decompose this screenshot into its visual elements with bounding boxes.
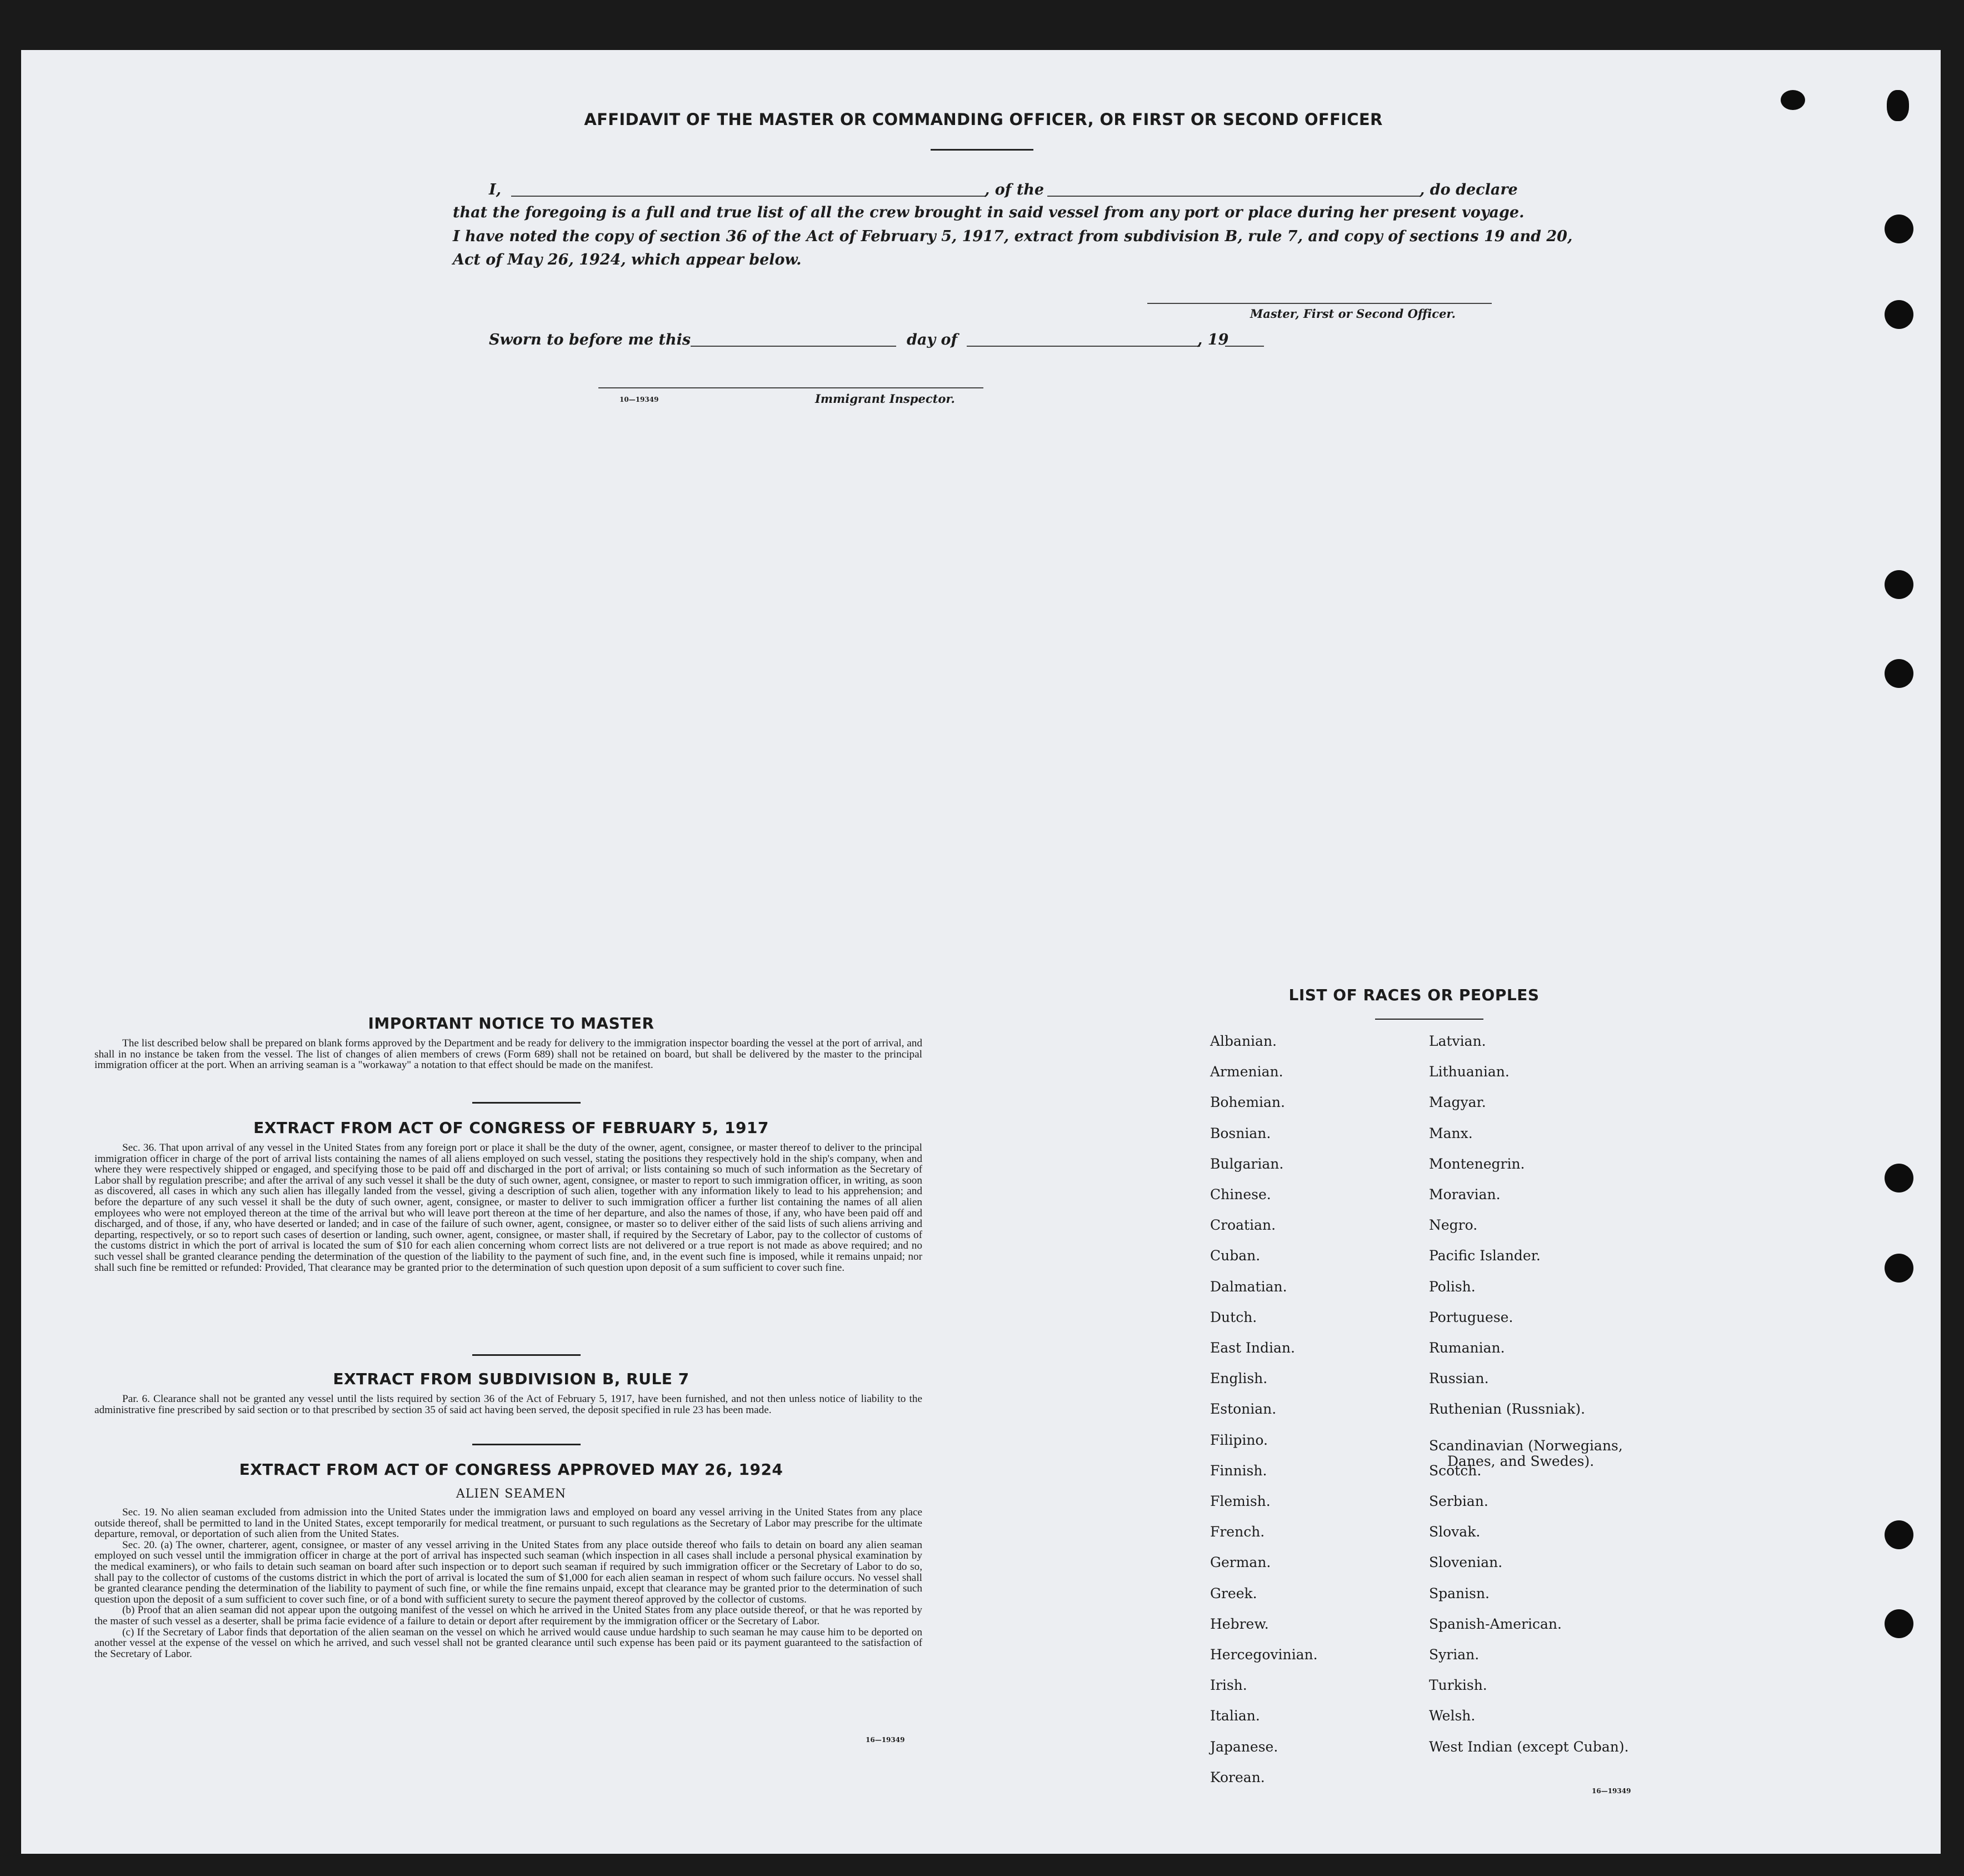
punch-hole [1885,1520,1913,1549]
vessel-name-field[interactable] [1047,196,1421,197]
divider [472,1102,581,1104]
extract-1917-text [94,1142,922,1273]
year-text: , 19 [1197,331,1229,348]
par-6-paragraph: Par. 6. Clearance shall not be granted any vessel until the lists required by section 36 of the Act of February 5, 1917, have been furnished, and not then unless notice of liability to the administrative fine prescribed by said section or to that prescribed by section 35 of said act having been served, the deposit specified in rule 23 has been made. [94,1393,922,1416]
race-item: Manx. [1429,1125,1473,1141]
race-item: Bohemian. [1210,1094,1285,1111]
race-item: Italian. [1210,1708,1260,1724]
extract-rule7-title: EXTRACT FROM SUBDIVISION B, RULE 7 [333,1370,689,1388]
race-item: Lithuanian. [1429,1064,1510,1080]
punch-hole [1885,1254,1913,1283]
race-item: Flemish. [1210,1493,1271,1509]
inspector-signature-field[interactable] [598,387,983,388]
extract-1917-title: EXTRACT FROM ACT OF CONGRESS OF FEBRUARY 5, 1917 [253,1119,769,1137]
affidavit-title: AFFIDAVIT OF THE MASTER OR COMMANDING OFFICER, OR FIRST OR SECOND OFFICER [584,110,1383,129]
race-item: Hercegovinian. [1210,1647,1318,1663]
punch-hole [1781,90,1805,110]
race-item: Albanian. [1210,1033,1277,1049]
race-item: Syrian. [1429,1647,1480,1663]
race-item: Slovak. [1429,1524,1481,1540]
race-item: French. [1210,1524,1265,1540]
affidavit-do-declare: , do declare [1420,181,1518,198]
punch-hole [1885,214,1913,243]
race-item: Latvian. [1429,1033,1486,1049]
race-item: Japanese. [1210,1738,1278,1755]
race-item: Spanisn. [1429,1585,1490,1601]
sec-36-paragraph: Sec. 36. That upon arrival of any vessel in the United States from any foreign port or place it shall be the duty of the owner, agent, consignee, or master thereof to deliver to the principal immigration officer in charge of the port of arrival lists containing the names of all aliens employed on such vessel, stating the positions they respectively hold in the ship's company, when and where they were respectively shipped or engaged, and specifying those to be paid off and discharged in the port of arrival; or lists containing so much of such information as the Secretary of Labor shall by regulation prescribe; and after the arrival of any such vessel it shall be the duty of such owner, agent, consignee, or master to report to such immigration officer, in writing, as soon as discovered, all cases in which any such alien has illegally landed from the vessel, giving a description of such alien, together with any information likely to lead to his apprehension; and before the departure of any such vessel it shall be the duty of such owner, agent, consignee, or master to deliver to such immigration officer a further list containing the names of all alien employees who were not employed thereon at the time of the arrival but who will leave port thereon at the time of her departure, and also the names of those, if any, who have been paid off and discharged, and of those, if any, who have deserted or landed; and in case of the failure of such owner, agent, consignee, or master so to deliver either of the said lists of such aliens arriving and departing, respectively, or so to report such cases of desertion or landing, such owner, agent, consignee, or master shall, if required by the Secretary of Labor, pay to the collector of customs of the customs district in which the port of arrival is located the sum of $10 for each alien concerning whom correct lists are not delivered or a true report is not made as above required; and no such vessel shall be granted clearance pending the determination of the question of the liability to the payment of such fine, and, in the event such fine is imposed, while it remains unpaid; nor shall such fine be remitted or refunded: Provided, That clearance may be granted prior to the determination of such question upon deposit of a sum sufficient to cover such fine. [94,1142,922,1274]
form-code: 16—19349 [866,1736,905,1744]
race-item: Negro. [1429,1217,1478,1234]
punch-hole [1885,1164,1913,1193]
race-item: Welsh. [1429,1708,1476,1724]
race-item: Korean. [1210,1769,1265,1785]
sec-20b-paragraph: (b) Proof that an alien seaman did not appear upon the outgoing manifest of the vessel on which he arrived in the United States from any place outside thereof, or that he was reported by the master of such vessel as a deserter, shall be prima facie evidence of a failure to detain or deport after requirement by the immigration officer or the Secretary of Labor. [94,1604,922,1627]
race-item: Polish. [1429,1278,1476,1295]
race-item: Cuban. [1210,1248,1261,1264]
race-item: Dutch. [1210,1309,1257,1325]
inspector-label: Immigrant Inspector. [815,392,955,406]
affidavit-i: I, [489,181,502,198]
punch-hole [1887,90,1909,121]
race-item: Irish. [1210,1677,1247,1694]
race-item: Greek. [1210,1585,1257,1601]
race-item: Dalmatian. [1210,1278,1287,1295]
affidavit-line-3: I have noted the copy of section 36 of the Act of February 5, 1917, extract from subdivision B, rule 7, and copy of sections 19 and 20, [453,228,1573,245]
declarant-name-field[interactable] [511,196,986,197]
race-item: Chinese. [1210,1186,1271,1203]
race-item: Portuguese. [1429,1309,1513,1325]
divider [1375,1019,1483,1020]
divider [472,1354,581,1356]
extract-1924-text [94,1507,922,1659]
race-item: Croatian. [1210,1217,1276,1234]
sworn-day-field[interactable] [691,346,896,347]
race-item: Bulgarian. [1210,1155,1284,1172]
extract-1924-title: EXTRACT FROM ACT OF CONGRESS APPROVED MAY 26, 1924 [239,1460,783,1479]
race-item: Finnish. [1210,1462,1267,1479]
race-item: Scandinavian (Norwegians, [1429,1437,1623,1454]
sworn-month-field[interactable] [967,346,1200,347]
race-item: Danes, and Swedes). [1447,1453,1595,1469]
race-item: Russian. [1429,1370,1489,1387]
race-item: Estonian. [1210,1401,1277,1418]
sworn-text: Sworn to before me this [489,331,691,348]
race-item: Armenian. [1210,1064,1283,1080]
race-item: Moravian. [1429,1186,1501,1203]
race-item: Filipino. [1210,1431,1268,1448]
race-item: Ruthenian (Russniak). [1429,1401,1586,1418]
notice-title: IMPORTANT NOTICE TO MASTER [368,1014,654,1032]
divider [931,149,1033,151]
race-item: Hebrew. [1210,1615,1269,1632]
race-item: German. [1210,1554,1271,1571]
extract-rule7-text [94,1394,922,1415]
form-code: 16—19349 [1592,1787,1631,1795]
race-item: Serbian. [1429,1493,1488,1509]
races-title: LIST OF RACES OR PEOPLES [1288,986,1540,1004]
race-item: Montenegrin. [1429,1155,1525,1172]
master-signature-field[interactable] [1147,303,1492,304]
race-item: Magyar. [1429,1094,1486,1111]
master-signature-label: Master, First or Second Officer. [1250,307,1456,321]
punch-hole [1885,659,1913,688]
divider [472,1444,581,1445]
punch-hole [1885,570,1913,599]
race-item: East Indian. [1210,1340,1295,1356]
race-item: Bosnian. [1210,1125,1271,1141]
affidavit-line-2: that the foregoing is a full and true list of all the crew brought in said vessel from any port or place during her present voyage. [453,204,1525,221]
sec-20c-paragraph: (c) If the Secretary of Labor finds that deportation of the alien seaman on the vessel on which he arrived would cause undue hardship to such seaman he may cause him to be deported on another vessel at the expense of the vessel on which he arrived, and such vessel shall not be granted clearance until such expense has been paid or its payment guaranteed to the satisfaction of the Secretary of Labor. [94,1626,922,1660]
sec-20a-paragraph: Sec. 20. (a) The owner, charterer, agent, consignee, or master of any vessel arriving in the United States from any place outside thereof who fails to detain on board any alien seaman employed on such vessel until the immigration officer in charge at the port of arrival has inspected such seaman (which inspection in all cases shall include a personal physical examination by the medical examiners), or who fails to detain such seaman on board after such inspection or to deport such seaman if required by such immigration officer or the Secretary of Labor to do so, shall pay to the collector of customs of the customs district in which the port of arrival is located the sum of $1,000 for each alien seaman in respect of whom such failure occurs. No vessel shall be granted clearance pending the determination of the liability to payment of such fine, or while the fine remains unpaid, except that clearance may be granted prior to the determination of such question upon the deposit of a sum sufficient to cover such fine, or of a bond with sufficient surety to secure the payment thereof approved by the collector of customs. [94,1539,922,1605]
notice-paragraph: The list described below shall be prepared on blank forms approved by the Department and be ready for delivery to the immigration inspector boarding the vessel at the port of arrival, and shall in no instance be taken from the vessel. The list of changes of alien members of crews (Form 689) shall not be retained on board, but shall be delivered by the master to the principal immigration officer at the port. When an arriving seaman is a "workaway" a notation to that effect should be made on the manifest. [94,1037,922,1071]
race-item: Scotch. [1429,1462,1482,1479]
race-item: Pacific Islander. [1429,1248,1541,1264]
race-item: English. [1210,1370,1268,1387]
affidavit-of-the: , of the [985,181,1045,198]
form-code: 10—19349 [619,396,659,403]
punch-hole [1885,300,1913,329]
race-item: Spanish-American. [1429,1615,1562,1632]
notice-text [94,1038,922,1071]
day-of-text: day of [907,331,958,348]
alien-seamen-subtitle: ALIEN SEAMEN [456,1487,567,1501]
race-item: Turkish. [1429,1677,1487,1694]
sec-19-paragraph: Sec. 19. No alien seaman excluded from admission into the United States under the immigration laws and employed on board any vessel arriving in the United States from any place outside thereof, shall be permitted to land in the United States, except temporarily for medical treatment, or pursuant to such regulations as the Secretary of Labor may prescribe for the ultimate departure, removal, or deportation of such alien from the United States. [94,1506,922,1540]
sworn-year-field[interactable] [1225,346,1264,347]
punch-hole [1885,1609,1913,1638]
race-item: Rumanian. [1429,1340,1505,1356]
affidavit-line-4: Act of May 26, 1924, which appear below. [453,251,802,268]
race-item: West Indian (except Cuban). [1429,1738,1629,1755]
race-item: Slovenian. [1429,1554,1503,1571]
